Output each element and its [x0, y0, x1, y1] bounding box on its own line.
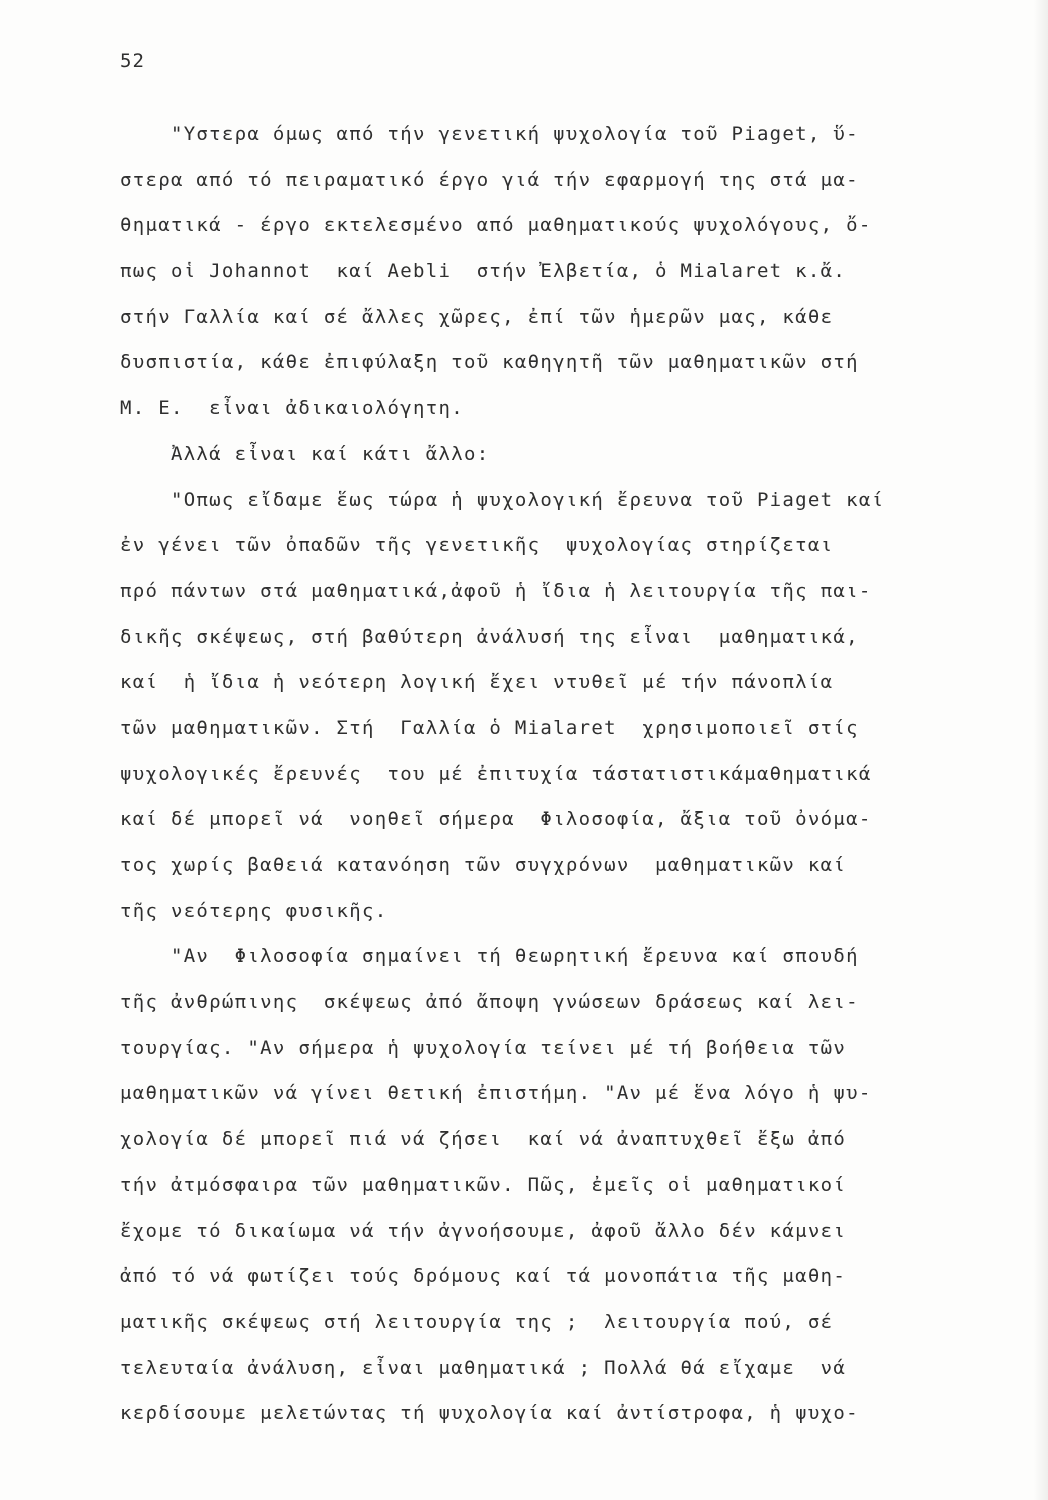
text-line: "Αν Φιλοσοφία σημαίνει τή θεωρητική ἔρευνα καί σπουδή: [120, 945, 859, 968]
body-text: [120, 112, 952, 1437]
page-edge-shadow: [1034, 0, 1048, 1500]
text-line: πως οἱ Johannot καί Aebli στήν Ἐλβετία, ὁ Mialaret κ.ἄ.: [120, 260, 847, 283]
text-line: μαθηματικῶν νά γίνει θετική ἐπιστήμη. "Αν μέ ἕνα λόγο ἡ ψυ-: [120, 1082, 872, 1105]
text-line: ματικῆς σκέψεως στή λειτουργία της ; λειτουργία πού, σέ: [120, 1310, 834, 1333]
text-line: τῆς νεότερης φυσικῆς.: [120, 899, 388, 922]
page-number: 52: [120, 50, 145, 72]
text-line: καί δέ μπορεῖ νά νοηθεῖ σήμερα Φιλοσοφία, ἄξια τοῦ ὀνόμα-: [120, 808, 872, 831]
text-line: ἐν γένει τῶν ὀπαδῶν τῆς γενετικῆς ψυχολογίας στηρίζεται: [120, 534, 834, 557]
text-line: τος χωρίς βαθειά κατανόηση τῶν συγχρόνων μαθηματικῶν καί: [120, 854, 847, 876]
text-line: στερα από τό πειραματικό έργο γιά τήν εφαρμογή της στά μα-: [120, 168, 859, 191]
text-line: τελευταία ἀνάλυση, εἶναι μαθηματικά ; Πολλά θά εἴχαμε νά: [120, 1356, 847, 1379]
text-line: καί ἡ ἴδια ἡ νεότερη λογική ἔχει ντυθεῖ μέ τήν πάνοπλία: [120, 671, 834, 694]
text-line: "Υστερα όμως από τήν γενετική ψυχολογία τοῦ Piaget, ὕ-: [120, 123, 859, 145]
text-line: τῆς ἀνθρώπινης σκέψεως ἀπό ἄποψη γνώσεων δράσεως καί λει-: [120, 991, 859, 1014]
text-line: χολογία δέ μπορεῖ πιά νά ζήσει καί νά ἀναπτυχθεῖ ἔξω ἀπό: [120, 1128, 847, 1151]
text-line: κερδίσουμε μελετώντας τή ψυχολογία καί ἀντίστροφα, ἡ ψυχο-: [120, 1402, 859, 1425]
text-line: Μ. Ε. εἶναι ἀδικαιολόγητη.: [120, 397, 464, 420]
text-line: Ἀλλά εἶναι καί κάτι ἄλλο:: [120, 442, 490, 465]
text-line: ψυχολογικές ἔρευνές του μέ ἐπιτυχία τάστατιστικάμαθηματικά: [120, 762, 872, 785]
text-line: ἀπό τό νά φωτίζει τούς δρόμους καί τά μονοπάτια τῆς μαθη-: [120, 1265, 847, 1288]
text-line: τῶν μαθηματικῶν. Στή Γαλλία ὁ Mialaret χρησιμοποιεῖ στίς: [120, 716, 859, 739]
text-line: δικῆς σκέψεως, στή βαθύτερη ἀνάλυσή της εἶναι μαθηματικά,: [120, 625, 859, 648]
text-line: πρό πάντων στά μαθηματικά,ἀφοῦ ἡ ἴδια ἡ λειτουργία τῆς παι-: [120, 579, 872, 602]
text-line: στήν Γαλλία καί σέ ἄλλες χῶρες, ἐπί τῶν ἡμερῶν μας, κάθε: [120, 305, 834, 328]
text-line: "Οπως εἴδαμε ἕως τώρα ἡ ψυχολογική ἔρευνα τοῦ Piaget καί: [120, 488, 885, 511]
text-line: τήν ἀτμόσφαιρα τῶν μαθηματικῶν. Πῶς, ἐμεῖς οἱ μαθηματικοί: [120, 1173, 847, 1196]
text-line: θηματικά - έργο εκτελεσμένο από μαθηματικούς ψυχολόγους, ὄ-: [120, 214, 872, 237]
text-line: τουργίας. "Αν σήμερα ἡ ψυχολογία τείνει μέ τή βοήθεια τῶν: [120, 1036, 847, 1059]
text-line: δυσπιστία, κάθε ἐπιφύλαξη τοῦ καθηγητῆ τῶν μαθηματικῶν στή: [120, 351, 859, 374]
text-line: ἔχομε τό δικαίωμα νά τήν ἀγνοήσουμε, ἀφοῦ ἄλλο δέν κάμνει: [120, 1219, 847, 1242]
